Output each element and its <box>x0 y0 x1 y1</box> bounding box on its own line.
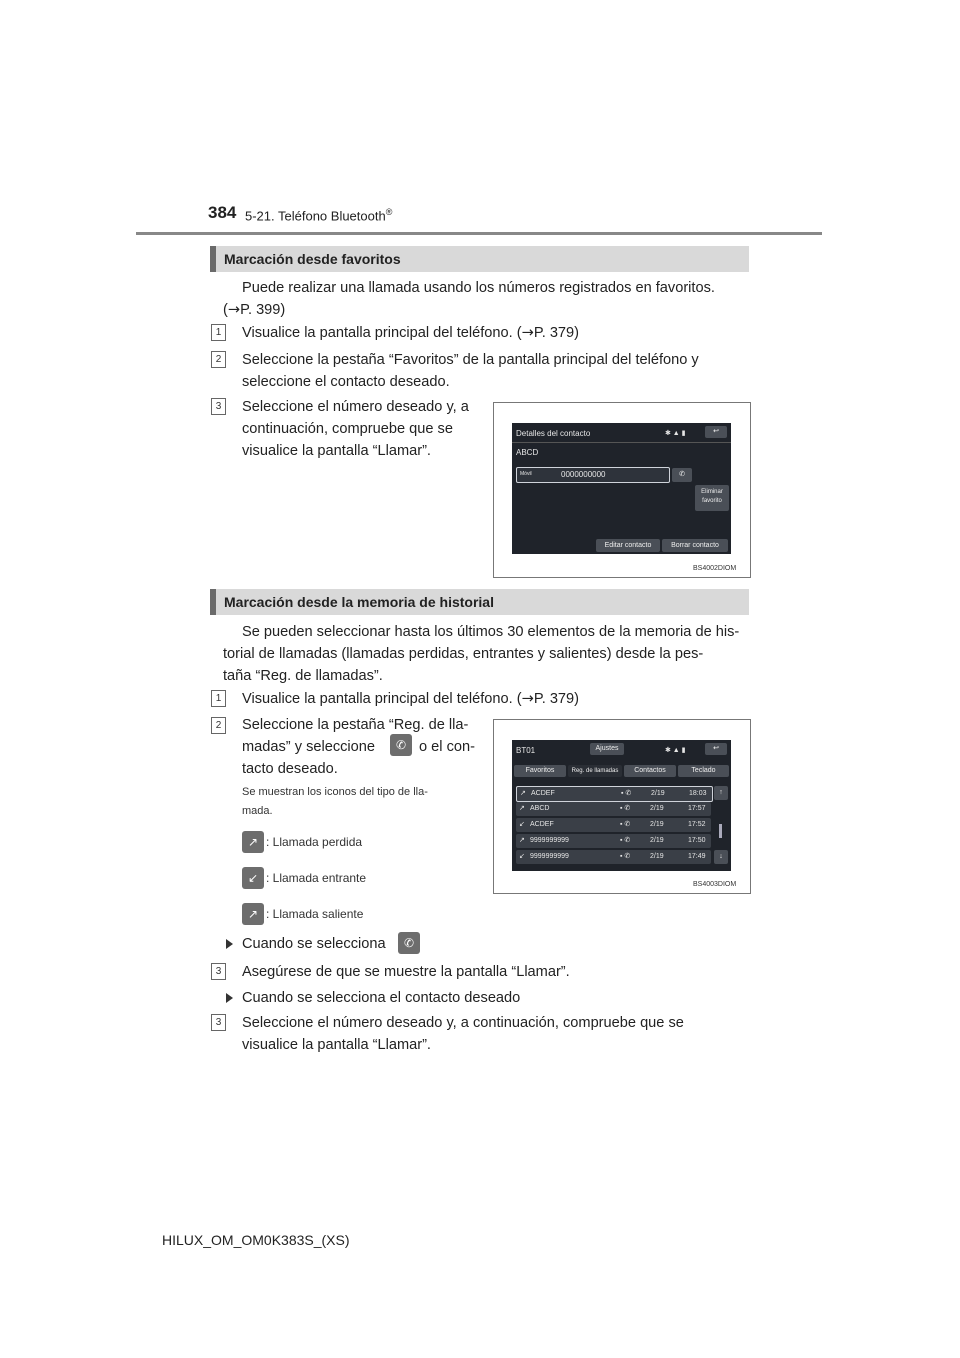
step-text: Seleccione la pestaña “Reg. de lla- <box>242 717 469 733</box>
row-date: 2/19 <box>650 853 664 860</box>
label-line: Eliminar <box>701 489 723 495</box>
bullet-triangle <box>226 993 233 1003</box>
history-row[interactable] <box>516 786 713 802</box>
edit-contact-button[interactable]: Editar contacto <box>596 539 660 552</box>
icon-legend-label: : Llamada entrante <box>266 871 367 885</box>
page-number: 384 <box>208 203 237 222</box>
tab-keypad[interactable]: Teclado <box>678 765 729 777</box>
tab-favorites[interactable]: Favoritos <box>514 765 566 777</box>
screenshot-contact-details <box>493 402 751 578</box>
screen-title: Detalles del contacto <box>516 429 591 438</box>
phone-type-icon: ▪ ✆ <box>620 821 631 828</box>
scrollbar-thumb[interactable] <box>719 824 722 838</box>
phone-type-icon: ▪ ✆ <box>620 805 631 812</box>
status-icons: ✱ ▲ ▮ <box>665 747 686 754</box>
paren: ( <box>223 302 228 318</box>
step-text: Seleccione el número deseado y, a continuación, compruebe que se <box>242 1015 684 1031</box>
arrow-icon: → <box>521 690 534 707</box>
delete-contact-button[interactable]: Borrar contacto <box>662 539 728 552</box>
icon-legend-label: : Llamada saliente <box>266 907 364 921</box>
note-text: mada. <box>242 805 273 817</box>
screenshot-call-history <box>493 719 751 894</box>
screen <box>512 423 731 554</box>
image-caption: BS4002DIOM <box>693 565 737 572</box>
step-text: Asegúrese de que se muestre la pantalla “Llamar”. <box>242 964 570 980</box>
call-type-icon: ↗ <box>520 790 526 797</box>
intro-history-2: torial de llamadas (llamadas perdidas, entrantes y salientes) desde la pes- <box>223 646 704 662</box>
intro-history-1: Se pueden seleccionar hasta los últimos 30 elementos de la memoria de his- <box>242 624 740 640</box>
step-text: Seleccione el número deseado y, a <box>242 399 469 415</box>
row-date: 2/19 <box>651 790 665 797</box>
step-text: Seleccione la pestaña “Favoritos” de la pantalla principal del teléfono y <box>242 352 699 368</box>
row-time: 17:50 <box>688 837 706 844</box>
row-time: 17:57 <box>688 805 706 812</box>
step-number: 2 <box>211 717 226 734</box>
row-date: 2/19 <box>650 805 664 812</box>
intro-favorites-2 <box>223 299 285 321</box>
section-title <box>245 207 392 223</box>
call-type-icon: ↙ <box>519 853 525 860</box>
status-icons: ✱ ▲ ▮ <box>665 430 686 437</box>
contact-name: ABCD <box>516 448 539 457</box>
scroll-down-button[interactable]: ↓ <box>714 850 728 864</box>
phone-type-icon: ▪ ✆ <box>621 790 632 797</box>
section-heading-history <box>210 589 749 615</box>
call-button[interactable]: ✆ <box>672 468 692 482</box>
delete-favorite-button[interactable] <box>695 485 729 511</box>
step-text: seleccione el contacto deseado. <box>242 374 450 390</box>
row-time: 17:52 <box>688 821 706 828</box>
section-heading-favorites <box>210 246 749 272</box>
heading-stripe <box>210 246 216 272</box>
row-date: 2/19 <box>650 821 664 828</box>
row-name: ACDEF <box>530 821 554 828</box>
phone-icon: ✆ <box>398 932 420 954</box>
history-row[interactable] <box>516 818 711 832</box>
document-code: HILUX_OM_OM0K383S_(XS) <box>162 1232 350 1248</box>
row-name: 9999999999 <box>530 837 569 844</box>
page-ref: P. 399) <box>240 302 286 318</box>
step-number: 1 <box>211 324 226 341</box>
number-label: Móvil <box>520 471 532 477</box>
intro-history-3: taña “Reg. de llamadas”. <box>223 668 383 684</box>
tab-call-history[interactable]: Reg. de llamadas <box>568 765 622 777</box>
step-text: visualice la pantalla “Llamar”. <box>242 443 431 459</box>
phone-number: 0000000000 <box>561 470 606 479</box>
step-number: 3 <box>211 963 226 980</box>
phone-type-icon: ▪ ✆ <box>620 837 631 844</box>
number-row[interactable] <box>516 467 670 483</box>
section-text: 5-21. Teléfono Bluetooth <box>245 208 386 224</box>
step-text-main: Visualice la pantalla principal del teléfono. ( <box>242 325 522 341</box>
registered-mark: ® <box>385 207 393 217</box>
arrow-icon: → <box>227 301 241 318</box>
step-text: tacto deseado. <box>242 761 338 777</box>
step-text <box>242 688 579 710</box>
heading-text: Marcación desde la memoria de historial <box>224 594 494 610</box>
divider <box>512 442 731 443</box>
row-time: 18:03 <box>689 790 707 797</box>
back-button[interactable]: ↩ <box>705 426 727 438</box>
phone-type-icon: ▪ ✆ <box>620 853 631 860</box>
phone-icon: ✆ <box>390 734 412 756</box>
image-caption: BS4003DIOM <box>693 881 737 888</box>
row-time: 17:49 <box>688 853 706 860</box>
step-text <box>242 322 579 344</box>
step-text: visualice la pantalla “Llamar”. <box>242 1037 431 1053</box>
icon-legend-label: : Llamada perdida <box>266 835 363 849</box>
label-line: favorito <box>702 498 722 504</box>
incoming-call-icon: ↙ <box>242 867 264 889</box>
row-name: ACDEF <box>531 790 555 797</box>
call-type-icon: ↗ <box>519 837 525 844</box>
history-row[interactable] <box>516 850 711 864</box>
step-text: continuación, compruebe que se <box>242 421 453 437</box>
step-number: 3 <box>211 398 226 415</box>
outgoing-call-icon: ↗ <box>242 903 264 925</box>
heading-stripe <box>210 589 216 615</box>
arrow-icon: → <box>521 324 534 341</box>
tab-contacts[interactable]: Contactos <box>624 765 676 777</box>
screen <box>512 740 731 871</box>
bullet-triangle <box>226 939 233 949</box>
step-text: madas” y seleccione <box>242 739 376 755</box>
settings-button[interactable]: Ajustes <box>590 743 624 755</box>
missed-call-icon: ↗ <box>242 831 264 853</box>
call-type-icon: ↙ <box>519 821 525 828</box>
back-button[interactable]: ↩ <box>705 743 727 755</box>
page-ref: P. 379) <box>533 691 580 707</box>
device-name: BT01 <box>516 746 536 755</box>
scroll-up-button[interactable]: ↑ <box>714 786 728 800</box>
step-number: 1 <box>211 690 226 707</box>
row-name: ABCD <box>530 805 550 812</box>
step-text: o el con- <box>419 739 475 755</box>
history-row[interactable] <box>516 802 711 816</box>
page-ref: P. 379) <box>533 325 580 341</box>
note-text: Se muestran los iconos del tipo de lla- <box>242 786 428 798</box>
row-date: 2/19 <box>650 837 664 844</box>
case-text: Cuando se selecciona el contacto deseado <box>242 990 521 1006</box>
step-number: 2 <box>211 351 226 368</box>
history-row[interactable] <box>516 834 711 848</box>
intro-favorites-1: Puede realizar una llamada usando los números registrados en favoritos. <box>242 280 715 296</box>
row-name: 9999999999 <box>530 853 569 860</box>
header-rule <box>136 232 822 235</box>
case-text: Cuando se selecciona <box>242 936 386 952</box>
heading-text: Marcación desde favoritos <box>224 251 401 267</box>
step-number: 3 <box>211 1014 226 1031</box>
call-type-icon: ↗ <box>519 805 525 812</box>
step-text-main: Visualice la pantalla principal del teléfono. ( <box>242 691 522 707</box>
